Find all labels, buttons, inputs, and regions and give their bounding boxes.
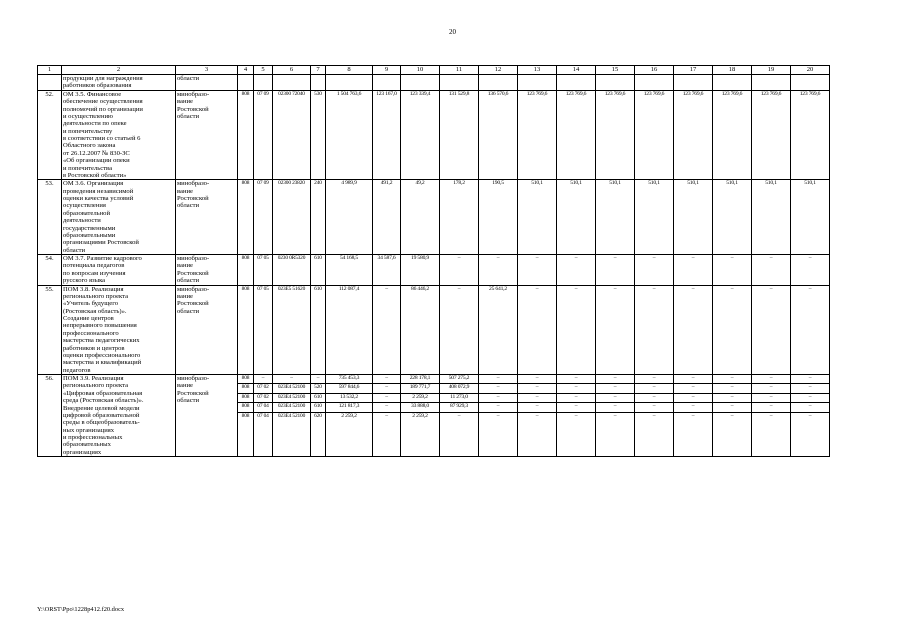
empty-cell bbox=[273, 75, 311, 91]
sub-line-value: – bbox=[385, 412, 388, 419]
budget-code-cell: 808 bbox=[238, 285, 254, 375]
column-number: 16 bbox=[635, 66, 674, 75]
amount-cell: 136 570,6 bbox=[479, 90, 518, 180]
sub-line-value: – bbox=[557, 375, 595, 384]
sub-line-value: 808 bbox=[238, 384, 253, 393]
sub-line-value: 228 178,1 bbox=[401, 375, 439, 384]
sub-line-value: – bbox=[752, 394, 790, 403]
amount-cell: 123 769,6 bbox=[752, 90, 791, 180]
amount-cell bbox=[674, 375, 713, 457]
row-number: 54. bbox=[38, 255, 62, 286]
sub-line-value: – bbox=[373, 394, 400, 403]
budget-code-cell: 07 05 bbox=[254, 285, 273, 375]
budget-code-cell: 530 bbox=[311, 90, 326, 180]
sub-line-value: – bbox=[457, 412, 461, 419]
budget-code-cell: 07 09 bbox=[254, 180, 273, 255]
sub-line-value: 408 072,9 bbox=[440, 384, 478, 393]
continuation-row bbox=[38, 75, 830, 91]
amount-cell: 1 504 763,6 bbox=[326, 90, 373, 180]
sub-line-value: – bbox=[752, 384, 790, 393]
executor: минобразо- вание Ростовской области bbox=[176, 285, 238, 375]
budget-code-cell: 808 bbox=[238, 180, 254, 255]
budget-code-cell bbox=[238, 375, 254, 457]
amount-cell bbox=[326, 375, 373, 457]
amount-cell: 123 769,6 bbox=[518, 90, 557, 180]
sub-line-value: 808 bbox=[238, 403, 253, 412]
column-number: 5 bbox=[254, 66, 273, 75]
budget-code-cell bbox=[254, 375, 273, 457]
empty-cell bbox=[635, 75, 674, 91]
sub-line-value: – bbox=[674, 375, 712, 384]
amount-cell bbox=[373, 375, 401, 457]
row-number: 55. bbox=[38, 285, 62, 375]
amount-cell: 510,1 bbox=[674, 180, 713, 255]
budget-code-cell: 02300 23820 bbox=[273, 180, 311, 255]
sub-line-value: 2 259,2 bbox=[412, 412, 428, 419]
amount-cell: – bbox=[440, 255, 479, 286]
sub-line-value: 13 532,2 bbox=[326, 394, 372, 403]
sub-line-value: 023Е4 52100 bbox=[273, 384, 310, 393]
amount-cell: – bbox=[596, 285, 635, 375]
sub-line-value: 808 bbox=[238, 375, 253, 384]
amount-cell: 123 769,6 bbox=[596, 90, 635, 180]
amount-cell bbox=[635, 375, 674, 457]
amount-cell: 131 529,8 bbox=[440, 90, 479, 180]
sub-line-value: 121 817,3 bbox=[326, 403, 372, 412]
amount-cell: – bbox=[674, 255, 713, 286]
sub-line-value: – bbox=[518, 403, 556, 412]
sub-line-value: – bbox=[557, 384, 595, 393]
sub-line-value: 189 771,7 bbox=[401, 384, 439, 393]
column-number: 9 bbox=[373, 66, 401, 75]
amount-cell: 123 769,6 bbox=[674, 90, 713, 180]
sub-line-value: – bbox=[479, 403, 517, 412]
file-path-footer: Y:\ORST\Ppo\1228p412.f20.docx bbox=[37, 606, 125, 613]
amount-cell: 86 446,2 bbox=[401, 285, 440, 375]
sub-line-value: – bbox=[254, 375, 272, 384]
amount-cell: 123 769,6 bbox=[557, 90, 596, 180]
sub-line-value: 33 888,0 bbox=[401, 403, 439, 412]
sub-line-value: – bbox=[752, 375, 790, 384]
sub-line-value: – bbox=[674, 394, 712, 403]
amount-cell bbox=[596, 375, 635, 457]
amount-cell: 123 167,0 bbox=[373, 90, 401, 180]
sub-line-value: – bbox=[791, 403, 829, 412]
budget-code-cell: 023Е5 51620 bbox=[273, 285, 311, 375]
amount-cell: 510,1 bbox=[557, 180, 596, 255]
sub-line-value: 023Е4 52100 bbox=[273, 394, 310, 403]
measure-name: ПОМ 3.8. Реализация регионального проекта «Учитель будущего (Ростовская область)». Создание центров непрерывного повышения профессионального мастерства педагогических работников и центров оценки профессионального мастерства и квалификаций педагогов bbox=[62, 285, 176, 375]
budget-code-cell: 07 05 bbox=[254, 255, 273, 286]
table-row bbox=[38, 285, 830, 375]
empty-cell bbox=[373, 75, 401, 91]
column-number: 14 bbox=[557, 66, 596, 75]
measure-name: ПОМ 3.9. Реализация регионального проекта «Цифровая образовательная среда (Ростовская область)». Внедрение целевой модели цифровой образовательной среды в общеобразователь- ных организациях и профессиональных образовательных организациях bbox=[62, 375, 176, 457]
sub-line-value: 610 bbox=[311, 403, 325, 412]
amount-cell: – bbox=[635, 255, 674, 286]
amount-cell bbox=[440, 375, 479, 457]
sub-line-value: – bbox=[769, 412, 773, 419]
page-number: 20 bbox=[449, 28, 456, 36]
measure-name: ОМ 3.7. Развитие кадрового потенциала педагогов по вопросам изучения русского языка bbox=[62, 255, 176, 286]
sub-line-value: – bbox=[752, 403, 790, 412]
budget-code-cell bbox=[311, 375, 326, 457]
sub-line-value: – bbox=[635, 375, 673, 384]
empty-cell bbox=[401, 75, 440, 91]
amount-cell: – bbox=[713, 255, 752, 286]
budget-code-cell: 240 bbox=[311, 180, 326, 255]
sub-line-value: 2 259,2 bbox=[341, 412, 357, 419]
executor: минобразо- вание Ростовской области bbox=[176, 90, 238, 180]
empty-cell bbox=[596, 75, 635, 91]
budget-code-cell: 808 bbox=[238, 255, 254, 286]
column-number: 8 bbox=[326, 66, 373, 75]
amount-cell bbox=[752, 375, 791, 457]
amount-cell: – bbox=[635, 285, 674, 375]
budget-code-cell: 0230 0R5320 bbox=[273, 255, 311, 286]
amount-cell: 510,1 bbox=[518, 180, 557, 255]
amount-cell: – bbox=[518, 285, 557, 375]
amount-cell bbox=[557, 375, 596, 457]
budget-code-cell: 02300 72040 bbox=[273, 90, 311, 180]
sub-line-value: – bbox=[518, 384, 556, 393]
budget-code-cell: 07 09 bbox=[254, 90, 273, 180]
executor: минобразо- вание Ростовской области bbox=[176, 375, 238, 457]
sub-line-value: 07 04 bbox=[257, 412, 269, 419]
empty-cell bbox=[674, 75, 713, 91]
amount-cell: – bbox=[440, 285, 479, 375]
amount-cell: 510,1 bbox=[635, 180, 674, 255]
column-number: 15 bbox=[596, 66, 635, 75]
sub-line-value: – bbox=[518, 394, 556, 403]
column-number: 11 bbox=[440, 66, 479, 75]
measure-name: ОМ 3.5. Финансовое обеспечение осуществления полномочий по организации и осуществлению деятельности по опеке и попечительству в соответствии со статьей 6 Областного закона от 26.12.2007 № 830-ЗС «Об организации опеки и попечительства в Ростовской области» bbox=[62, 90, 176, 180]
column-number: 12 bbox=[479, 66, 518, 75]
budget-code-cell: 610 bbox=[311, 285, 326, 375]
amount-cell: 123 769,6 bbox=[635, 90, 674, 180]
sub-line-value: – bbox=[596, 375, 634, 384]
sub-line-value: – bbox=[496, 412, 500, 419]
amount-cell: – bbox=[713, 285, 752, 375]
sub-line-value: – bbox=[791, 384, 829, 393]
sub-line-value: – bbox=[713, 375, 751, 384]
amount-cell: 112 087,4 bbox=[326, 285, 373, 375]
sub-line-value: – bbox=[730, 412, 734, 419]
amount-cell: – bbox=[596, 255, 635, 286]
amount-cell: – bbox=[791, 285, 830, 375]
column-number: 19 bbox=[752, 66, 791, 75]
executor: минобразо- вание Ростовской области bbox=[176, 180, 238, 255]
amount-cell: 49,2 bbox=[401, 180, 440, 255]
sub-line-value: 07 02 bbox=[254, 394, 272, 403]
sub-line-value: 07 04 bbox=[254, 403, 272, 412]
amount-cell: 123 339,4 bbox=[401, 90, 440, 180]
sub-line-value: – bbox=[674, 403, 712, 412]
empty-cell bbox=[752, 75, 791, 91]
amount-cell: 54 168,5 bbox=[326, 255, 373, 286]
amount-cell: – bbox=[791, 255, 830, 286]
sub-line-value: – bbox=[273, 375, 310, 384]
amount-cell: – bbox=[752, 255, 791, 286]
sub-line-value: – bbox=[635, 384, 673, 393]
sub-line-value: – bbox=[691, 412, 695, 419]
column-number: 1 bbox=[38, 66, 62, 75]
sub-line-value: – bbox=[791, 394, 829, 403]
table-body bbox=[38, 66, 830, 457]
sub-line-value: 520 bbox=[311, 384, 325, 393]
sub-line-value: – bbox=[574, 412, 578, 419]
table-row bbox=[38, 375, 830, 457]
column-number: 13 bbox=[518, 66, 557, 75]
table-row bbox=[38, 180, 830, 255]
amount-cell: 34 587,6 bbox=[373, 255, 401, 286]
sub-line-value: 11 273,0 bbox=[440, 394, 478, 403]
sub-line-value: 735 453,3 bbox=[326, 375, 372, 384]
amount-cell bbox=[401, 375, 440, 457]
sub-line-value: – bbox=[373, 403, 400, 412]
sub-line-value: – bbox=[518, 375, 556, 384]
column-number: 7 bbox=[311, 66, 326, 75]
amount-cell: – bbox=[557, 255, 596, 286]
amount-cell: – bbox=[479, 255, 518, 286]
sub-line-value: 610 bbox=[311, 394, 325, 403]
sub-line-value: 87 929,3 bbox=[440, 403, 478, 412]
sub-line-value: 507 275,2 bbox=[440, 375, 478, 384]
sub-line-value: – bbox=[674, 384, 712, 393]
empty-cell bbox=[238, 75, 254, 91]
amount-cell: – bbox=[518, 255, 557, 286]
sub-line-value: – bbox=[713, 403, 751, 412]
column-number: 4 bbox=[238, 66, 254, 75]
amount-cell: 510,1 bbox=[791, 180, 830, 255]
column-number: 3 bbox=[176, 66, 238, 75]
empty-cell bbox=[713, 75, 752, 91]
amount-cell: 123 769,6 bbox=[713, 90, 752, 180]
column-number: 6 bbox=[273, 66, 311, 75]
empty-cell bbox=[440, 75, 479, 91]
sub-line-value: – bbox=[479, 375, 517, 384]
budget-code-cell: 610 bbox=[311, 255, 326, 286]
row-number bbox=[38, 75, 62, 91]
column-number: 10 bbox=[401, 66, 440, 75]
table-row bbox=[38, 90, 830, 180]
amount-cell bbox=[518, 375, 557, 457]
sub-line-value: 808 bbox=[238, 394, 253, 403]
measure-name: ОМ 3.6. Организация проведения независимой оценки качества условий осуществления образовательной деятельности государственными образовательными организациями Ростовской области bbox=[62, 180, 176, 255]
table-row bbox=[38, 255, 830, 286]
sub-line-value: – bbox=[479, 394, 517, 403]
sub-line-value: 620 bbox=[314, 412, 322, 419]
amount-cell: – bbox=[373, 285, 401, 375]
sub-line-value: – bbox=[635, 403, 673, 412]
sub-line-value: – bbox=[535, 412, 539, 419]
row-number: 56. bbox=[38, 375, 62, 457]
empty-cell bbox=[254, 75, 273, 91]
amount-cell: 19 580,9 bbox=[401, 255, 440, 286]
sub-line-value: – bbox=[613, 412, 617, 419]
sub-line-value: 07 02 bbox=[254, 384, 272, 393]
empty-cell bbox=[311, 75, 326, 91]
measure-name: продукции для награждения работников образования bbox=[62, 75, 176, 91]
sub-line-value: – bbox=[635, 394, 673, 403]
sub-line-value: – bbox=[652, 412, 656, 419]
sub-line-value: – bbox=[808, 412, 812, 419]
sub-line-value: – bbox=[557, 403, 595, 412]
sub-line-value: 023Е4 52100 bbox=[273, 403, 310, 412]
amount-cell: 178,2 bbox=[440, 180, 479, 255]
amount-cell: 4 989,9 bbox=[326, 180, 373, 255]
empty-cell bbox=[518, 75, 557, 91]
amount-cell: 510,1 bbox=[752, 180, 791, 255]
empty-cell bbox=[326, 75, 373, 91]
amount-cell: 510,1 bbox=[596, 180, 635, 255]
executor: минобразо- вание Ростовской области bbox=[176, 255, 238, 286]
amount-cell: – bbox=[557, 285, 596, 375]
sub-line-value: 597 844,6 bbox=[326, 384, 372, 393]
sub-line-value: – bbox=[479, 384, 517, 393]
column-number: 18 bbox=[713, 66, 752, 75]
amount-cell bbox=[713, 375, 752, 457]
column-number: 2 bbox=[62, 66, 176, 75]
sub-line-value: – bbox=[791, 375, 829, 384]
sub-line-value: – bbox=[596, 394, 634, 403]
empty-cell bbox=[791, 75, 830, 91]
empty-cell bbox=[479, 75, 518, 91]
sub-line-value: – bbox=[311, 375, 325, 384]
amount-cell: 190,5 bbox=[479, 180, 518, 255]
sub-line-value: – bbox=[373, 375, 400, 384]
column-number: 20 bbox=[791, 66, 830, 75]
sub-line-value: – bbox=[596, 403, 634, 412]
empty-cell bbox=[557, 75, 596, 91]
program-table bbox=[37, 65, 830, 457]
amount-cell: 491,2 bbox=[373, 180, 401, 255]
amount-cell: – bbox=[674, 285, 713, 375]
sub-line-value: – bbox=[557, 394, 595, 403]
row-number: 53. bbox=[38, 180, 62, 255]
column-number-row bbox=[38, 66, 830, 75]
amount-cell: 510,1 bbox=[713, 180, 752, 255]
budget-code-cell bbox=[273, 375, 311, 457]
amount-cell: 123 769,6 bbox=[791, 90, 830, 180]
sub-line-value: – bbox=[713, 394, 751, 403]
column-number: 17 bbox=[674, 66, 713, 75]
amount-cell: – bbox=[752, 285, 791, 375]
sub-line-value: – bbox=[373, 384, 400, 393]
amount-cell: 25 641,2 bbox=[479, 285, 518, 375]
sub-line-value: 2 259,2 bbox=[401, 394, 439, 403]
sub-line-value: – bbox=[713, 384, 751, 393]
amount-cell bbox=[479, 375, 518, 457]
amount-cell bbox=[791, 375, 830, 457]
sub-line-value: 808 bbox=[241, 412, 250, 419]
budget-code-cell: 808 bbox=[238, 90, 254, 180]
executor: области bbox=[176, 75, 238, 91]
row-number: 52. bbox=[38, 90, 62, 180]
sub-line-value: – bbox=[596, 384, 634, 393]
sub-line-value: 023Е4 52100 bbox=[277, 412, 306, 419]
